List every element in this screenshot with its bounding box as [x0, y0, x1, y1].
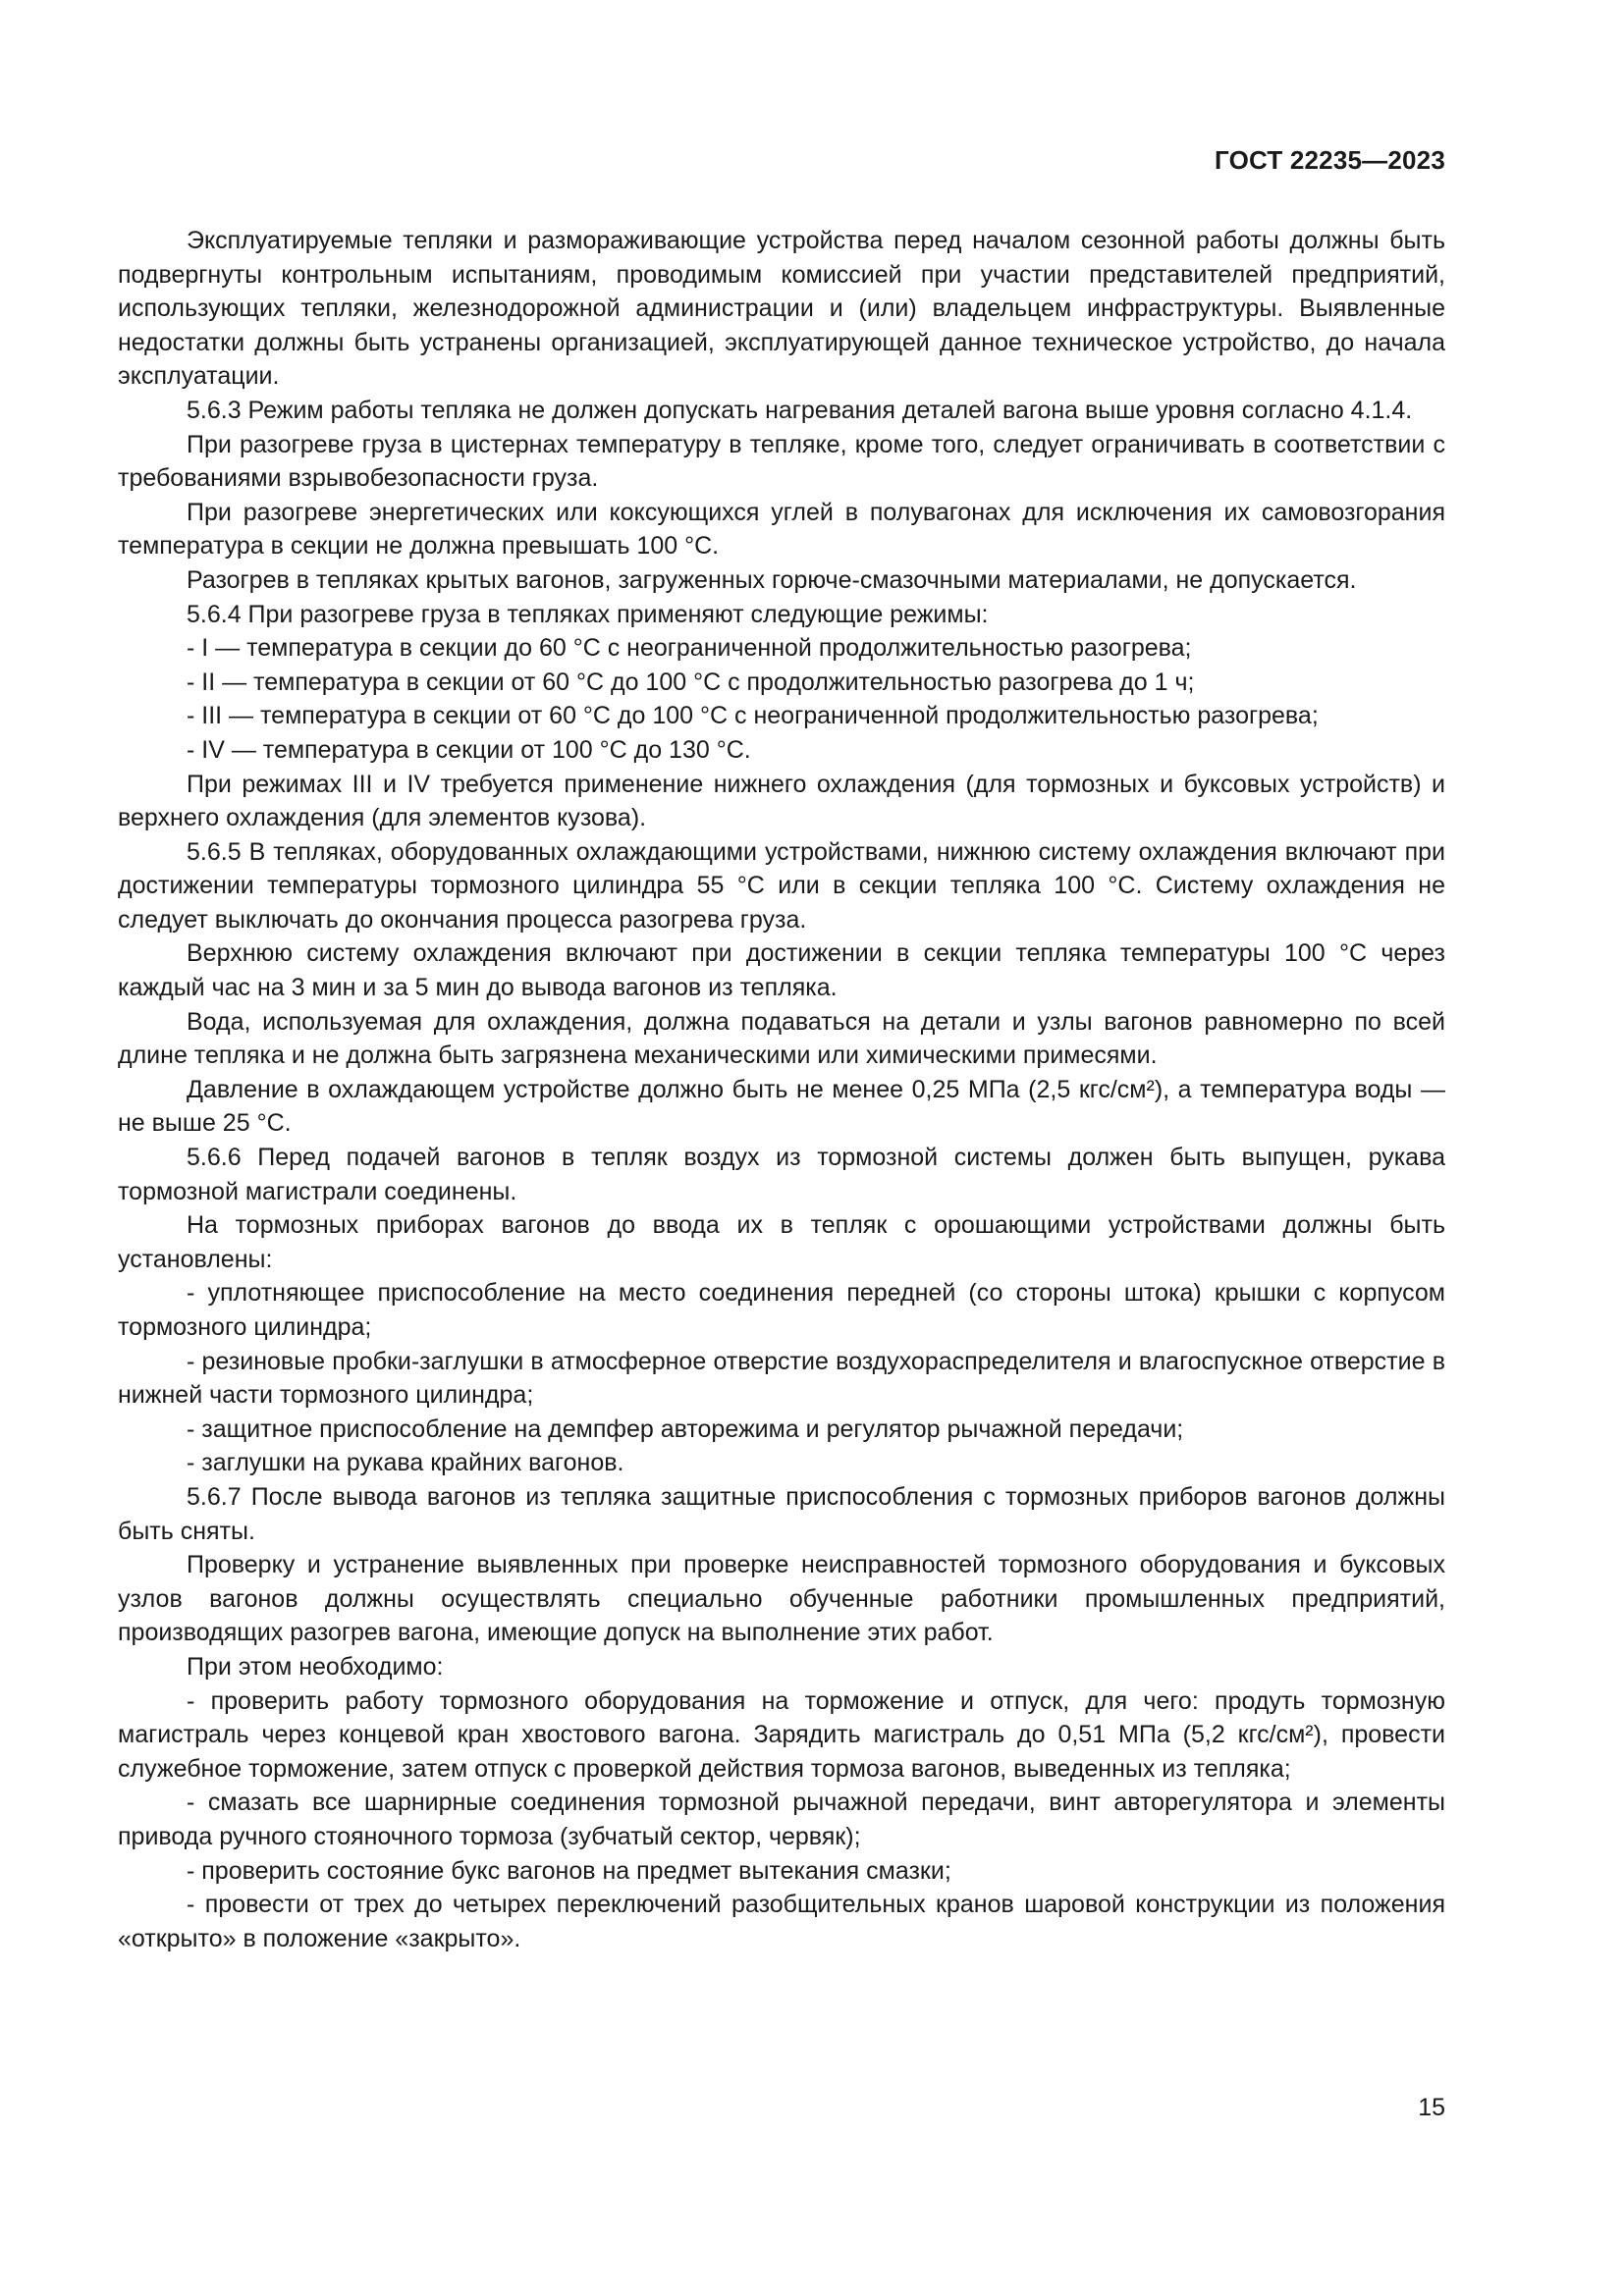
paragraph: Верхнюю систему охлаждения включают при достижении в секции тепляка температуры 100 °С через каждый час на 3 мин и за 5 мин до вывода вагонов из тепляка.: [118, 939, 1445, 1002]
list-item: - II — температура в секции от 60 °С до 100 °С с продолжительностью разогрева до 1 ч;: [187, 667, 1195, 696]
page-number: 15: [1418, 2094, 1445, 2121]
paragraph: При разогреве груза в цистернах температуру в тепляке, кроме того, следует ограничивать в соответствии с требованиями взрывобезопасности груза.: [118, 430, 1445, 493]
paragraph: 5.6.7 После вывода вагонов из тепляка защитные приспособления с тормозных приборов вагонов должны быть сняты.: [118, 1482, 1445, 1545]
list-item: - резиновые пробки-заглушки в атмосферное отверстие воздухораспределителя и влагоспускное отверстие в нижней части тормозного цилиндра;: [118, 1347, 1445, 1410]
body-text: [118, 224, 1445, 1955]
list-item: - IV — температура в секции от 100 °С до 130 °С.: [187, 735, 751, 764]
standard-designation: ГОСТ 22235—2023: [1215, 145, 1445, 175]
list-item: - I — температура в секции до 60 °С с неограниченной продолжительностью разогрева;: [187, 634, 1192, 663]
list-item: - уплотняющее приспособление на место соединения передней (со стороны штока) крышки с корпусом тормозного цилиндра;: [118, 1279, 1445, 1341]
paragraph: При режимах III и IV требуется применение нижнего охлаждения (для тормозных и буксовых устройств) и верхнего охлаждения (для элементов кузова).: [118, 770, 1445, 832]
paragraph: 5.6.3 Режим работы тепляка не должен допускать нагревания деталей вагона выше уровня согласно 4.1.4.: [187, 396, 1413, 424]
paragraph: Разогрев в тепляках крытых вагонов, загруженных горюче-смазочными материалами, не допускается.: [187, 565, 1357, 594]
paragraph: Эксплуатируемые тепляки и размораживающие устройства перед началом сезонной работы должны быть подвергнуты контрольным испытаниям, проводимым комиссией при участии представителей предприятий, использующих тепляки, железнодорожной администрации и (или) владельцем инфраструктуры. Выявленные недостатки должны быть устранены организацией, эксплуатирующей данное техническое устройство, до начала эксплуатации.: [118, 227, 1445, 391]
paragraph: Проверку и устранение выявленных при проверке неисправностей тормозного оборудования и буксовых узлов вагонов должны осуществлять специально обученные работники промышленных предприятий, производящих разогрев вагона, имеющие допуск на выполнение этих работ.: [118, 1551, 1445, 1647]
paragraph: 5.6.4 При разогреве груза в тепляках применяют следующие режимы:: [187, 600, 989, 628]
paragraph: Давление в охлаждающем устройстве должно быть не менее 0,25 МПа (2,5 кгс/см²), а температура воды — не выше 25 °С.: [118, 1075, 1445, 1138]
paragraph: При этом необходимо:: [187, 1652, 444, 1681]
list-item: - провести от трех до четырех переключений разобщительных кранов шаровой конструкции из положения «открыто» в положение «закрыто».: [118, 1891, 1445, 1952]
paragraph: На тормозных приборах вагонов до ввода их в тепляк с орошающими устройствами должны быть установлены:: [118, 1211, 1445, 1273]
list-item: - III — температура в секции от 60 °С до 100 °С с неограниченной продолжительностью разогрева;: [187, 702, 1319, 730]
paragraph: 5.6.6 Перед подачей вагонов в тепляк воздух из тормозной системы должен быть выпущен, рукава тормозной магистрали соединены.: [118, 1144, 1445, 1205]
paragraph: При разогреве энергетических или коксующихся углей в полувагонах для исключения их самовозгорания температура в секции не должна превышать 100 °С.: [118, 498, 1445, 561]
paragraph: 5.6.5 В тепляках, оборудованных охлаждающими устройствами, нижнюю систему охлаждения включают при достижении температуры тормозного цилиндра 55 °С или в секции тепляка 100 °С. Систему охлаждения не следует выключать до окончания процесса разогрева груза.: [118, 837, 1445, 934]
list-item: - проверить состояние букс вагонов на предмет вытекания смазки;: [187, 1856, 951, 1885]
paragraph: Вода, используемая для охлаждения, должна подаваться на детали и узлы вагонов равномерно по всей длине тепляка и не должна быть загрязнена механическими или химическими примесями.: [118, 1007, 1445, 1070]
list-item: - защитное приспособление на демпфер авторежима и регулятор рычажной передачи;: [187, 1415, 1184, 1443]
list-item: - проверить работу тормозного оборудования на торможение и отпуск, для чего: продуть тормозную магистраль через концевой кран хвостового вагона. Зарядить магистраль до 0,51 МПа (5,2 кгс/см²), провести служебное торможение, затем отпуск с проверкой действия тормоза вагонов, выведенных из тепляка;: [118, 1686, 1445, 1783]
list-item: - заглушки на рукава крайних вагонов.: [187, 1449, 624, 1477]
list-item: - смазать все шарнирные соединения тормозной рычажной передачи, винт авторегулятора и элементы привода ручного стояночного тормоза (зубчатый сектор, червяк);: [118, 1789, 1445, 1850]
